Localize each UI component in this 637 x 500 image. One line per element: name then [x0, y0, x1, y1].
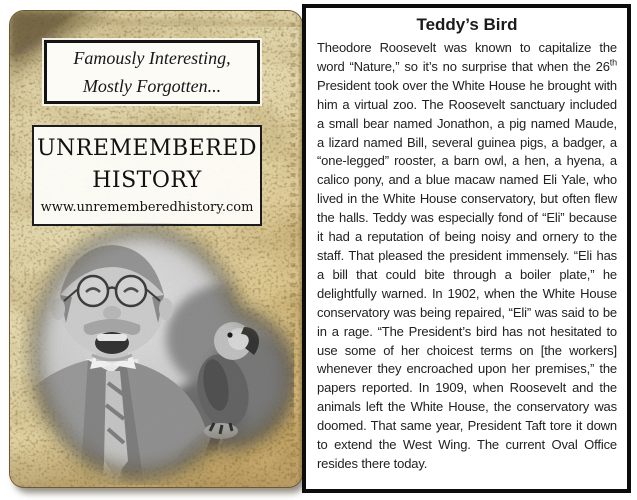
- article-body: [317, 39, 617, 474]
- article-title: Teddy’s Bird: [416, 15, 518, 34]
- tagline-box: [44, 40, 260, 104]
- website-url: www.unrememberedhistory.com: [40, 200, 254, 215]
- left-parchment-card: [10, 11, 302, 487]
- roosevelt-parrot-photo: [20, 223, 294, 485]
- brand-name-line1: UNREMEMBERED: [36, 136, 258, 161]
- tagline-line2: Mostly Forgotten...: [82, 76, 222, 96]
- brand-box: [32, 125, 262, 226]
- ordinal-superscript: th: [609, 57, 617, 68]
- tagline-line1: Famously Interesting,: [73, 48, 231, 68]
- photo-illustration: [20, 223, 294, 485]
- body-text-2: President took over the White House he brought with him a virtual zoo. The Roosevelt sanctuary included a small bear named Jonathon, a pig named Maude, a lizard named Bill, several guinea pigs, a badger, a “one-legged” rooster, a barn owl, a hen, a hyena, a calico pony, and a blue macaw named Eli Yale, who lived in the White House conservatory, but often flew the halls. Teddy was especially fond of “Eli” because it had a reputation of being noisy and ornery to the staff. That pleased the president immensely. “Eli has a bill that could bite through a boiler plate,” he delightfully warned. In 1902, when the White House conservatory was being repaired, “Eli” was said to be in a rage. “The President’s bird has not hesitated to use some of her choicest terms on [the workers] whenever they encroached upon her premises,” the papers reported. In 1909, when Roosevelt and the animals left the White House, the conservatory was doomed. That same year, President Taft tore it down to extend the West Wing. The current Oval Office resides there today.: [317, 77, 617, 471]
- article-panel: [302, 4, 631, 493]
- brand-name-line2: HISTORY: [92, 168, 202, 193]
- body-text-1: Theodore Roosevelt was known to capitalize the word “Nature,” so it’s no surprise that when the 26: [317, 40, 617, 74]
